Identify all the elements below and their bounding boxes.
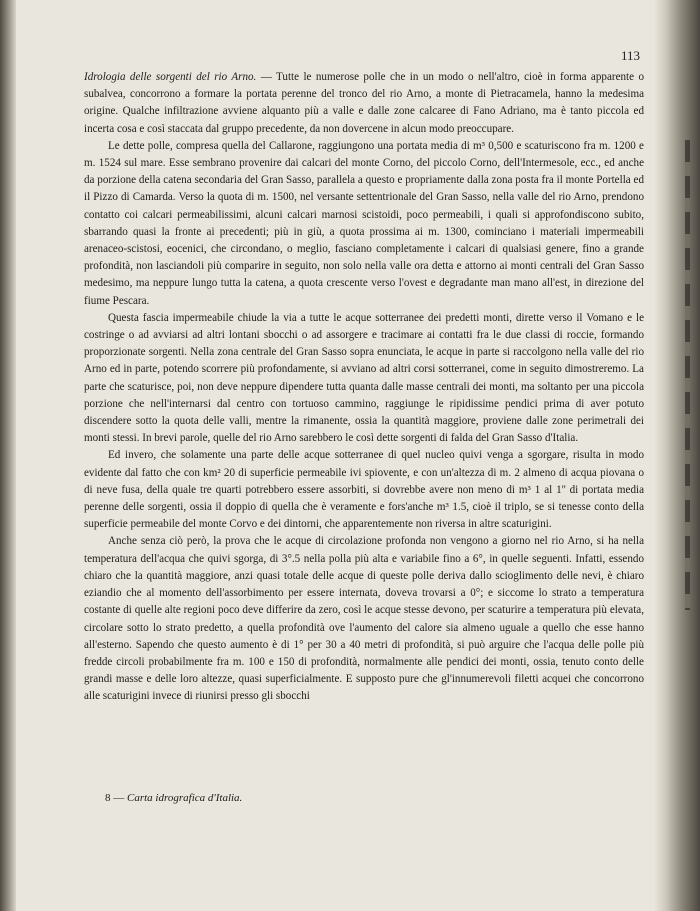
paragraph-4: Ed invero, che solamente una parte delle acque sotterranee di quel nucleo quivi venga a sgorgare, risulta in modo evidente dal fatto che con km² 20 di superficie permeabile ivi spiovente, e con un'altezza di m. 2 almeno di acqua piovana o di neve fusa, della quale tre quarti potrebbero essere assorbiti, si dovrebbe avere non meno di m³ 1 al 1'' di portata media perenne delle sorgenti, ossia il doppio di quella che è veramente e fors'anche m³ 1.5, cioè il triplo, se si tenesse conto della superficie permeabile del monte Corvo e dei dintorni, che apparentemente non riversa in altre scaturigini. — [84, 449, 644, 531]
paragraph-5: Anche senza ciò però, la prova che le acque di circolazione profonda non vengono a giorno nel rio Arno, si ha nella temperatura dell'acqua che quivi sgorga, di 3°.5 nella polla più alta e variabile fino a 6°, in quelle seguenti. Infatti, essendo chiaro che la quantità maggiore, anzi quasi totale delle acque di queste polle deriva dallo scioglimento delle nevi, è chiaro eziandio che al momento dell'assorbimento per essere internata, doveva trovarsi a 0°; e siccome lo strato a temperatura costante di quelle alte regioni poco deve differire da zero, così le acque stesse devono, per scaturire a temperatura più elevata, circolare sotto lo strato predetto, a quella profondità ove l'aumento del calore sia almeno uguale a quello che esse hanno all'esterno. Sapendo che questo aumento è di 1° per 30 a 40 metri di profondità, si può arguire che l'acqua delle polle più fredde circoli probabilmente fra m. 100 e 150 di profondità, normalmente alle pendici dei monti, ossia, tenuto conto delle grandi masse e delle loro altezze, quasi superficialmente. E supposto pure che gl'innumerevoli filetti acquei che concorrono alle scaturigini invece di riunirsi presso gli sbocchi — [84, 535, 644, 703]
paragraph-2: Le dette polle, compresa quella del Callarone, raggiungono una portata media di m³ 0,500 e scaturiscono fra m. 1200 e m. 1524 sul mare. Esse sembrano provenire dai calcari del monte Corno, del piccolo Corno, dell'Intermesole, ecc., ed anche da porzione della catena secondaria del Gran Sasso, parallela a questo e propriamente dalla zona posta fra il monte Portella ed il Pizzo di Camarda. Verso la quota di m. 1500, nel versante settentrionale del Gran Sasso, nella valle del rio Arno, prendono contatto coi calcari permeabilissimi, alcuni calcari marnosi scistoidi, poco permeabili, i quali si approfondiscono subito, sbarrando quasi la fronte ai precedenti; più in giù, a quota prossima ai m. 1300, cominciano i materiali impermeabili arenaceo-scistosi, eocenici, che circondano, o meglio, fasciano completamente i calcari di qualsiasi genere, fino a grande profondità, non lasciandoli più comparire in seguito, non solo nella valle ora detta e attorno ai monti centrali del Gran Sasso medesimo, ma neppure lungo tutta la catena, a quota crescente verso l'ovest e degradante man mano all'est, in direzione del fiume Pescara. — [84, 139, 644, 307]
page-footer — [105, 792, 505, 804]
body-text — [84, 69, 644, 706]
paragraph-3: Questa fascia impermeabile chiude la via a tutte le acque sotterranee dei predetti monti, dirette verso il Vomano e le costringe o ad avviarsi ad altri lontani sbocchi o ad assorgere e tracimare ai contatti fra le due classi di roccie, formando proporzionate sorgenti. Nella zona centrale del Gran Sasso sopra enunciata, le acque in parte si raccolgono nella valle del rio Arno ed in parte, potendo scorrere più profondamente, si avviano ad altri corsi sotterranei, come in seguito dimostreremo. La parte che scaturisce, poi, non deve neppure dipendere tutta quanta dalle masse centrali dei monti, ma soltanto per una piccola porzione che nell'internarsi dal centro con tortuoso cammino, raggiunge le ripidissime pendici prima di aver potuto discendere sotto la quota delle valli, mentre la rimanente, ossia la quantità maggiore, proviene dalle zone perimetrali dei monti stessi. In brevi parole, quelle del rio Arno sarebbero le così dette sorgenti di falda del Gran Sasso d'Italia. — [84, 311, 644, 445]
page-binding-edge — [0, 0, 16, 911]
paragraph-1 — [84, 69, 644, 138]
paragraph-1-text: — Tutte le numerose polle che in un modo o nell'altro, cioè in forma apparente o subalvea, concorrono a formare la portata perenne del tronco del rio Arno, a monte di Pietracamela, hanno la medesima origine. Qualche infiltrazione avviene alquanto più a valle e dalle zone calcaree di Fano Adriano, ma è tanto piccola ed incerta cosa e così staccata dal gruppo precedente, da non dovercene in alcun modo preoccupare. — [84, 71, 645, 135]
page-right-shadow — [654, 0, 700, 911]
binding-stripe — [685, 140, 690, 610]
signature-mark: 8 — — [105, 792, 125, 804]
section-heading: Idrologia delle sorgenti del rio Arno. — [84, 71, 257, 83]
footer-title: Carta idrografica d'Italia. — [127, 792, 243, 804]
page-number: 113 — [620, 48, 640, 63]
